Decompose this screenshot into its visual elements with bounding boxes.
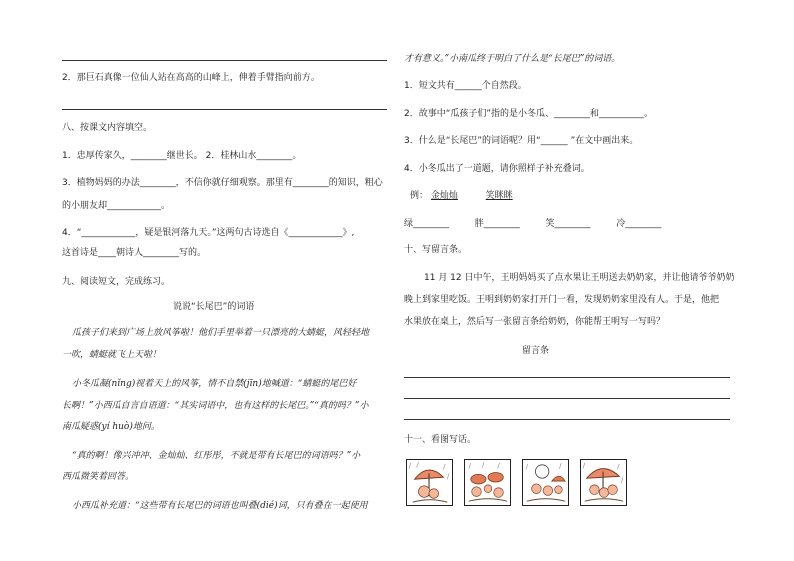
example-label: 例： (410, 191, 429, 201)
section-11-title: 十一、看图写话。 (404, 435, 477, 445)
paragraph-4-continued: 才有意义。”小南瓜终于明白了什么是“长尾巴”的词语。 (404, 54, 621, 64)
section-10-title: 十、写留言条。 (404, 245, 468, 255)
word-blank-2[interactable]: 胖________ (474, 219, 520, 229)
question-2: 2．那巨石真像一位仙人站在高高的山峰上，伸着手臂指向前方。 (62, 73, 320, 83)
story-line-2: 晚上到家里吃饭。王明到奶奶家打开门一看，发现奶奶家里没有人。于是，他把 (404, 295, 720, 305)
answer-line[interactable] (404, 377, 730, 378)
question-r3[interactable]: 3．什么是“长尾巴”的词语呢？用“______ ”在文中画出来。 (404, 136, 639, 146)
paragraph-2-line-2: 长啊！”小西瓜自言自语道：“其实词语中，也有这样的长尾巴。”“真的吗？”小 (62, 401, 369, 411)
fill-blank-4b[interactable]: 这首诗是____朝诗人________写的。 (62, 248, 207, 258)
paragraph-3-line-2: 西瓜微笑着回答。 (62, 472, 135, 482)
umbrella-group-icon (580, 459, 627, 506)
mushroom-shelter-icon (522, 459, 569, 506)
example-word-2: 笑眯眯 (485, 191, 513, 201)
note-title: 留言条 (522, 346, 550, 356)
paragraph-2-line-1: 小冬瓜凝(nǐng)视着天上的风筝，情不自禁(jīn)地喊道：“蜻蜓的尾巴好 (72, 379, 357, 389)
word-blank-3[interactable]: 笑________ (545, 219, 591, 229)
section-9-title: 九、阅读短文，完成练习。 (62, 277, 171, 287)
picture-strip (406, 459, 627, 506)
mushroom-rain-icon (464, 459, 511, 506)
fill-blank-3b[interactable]: 的小朋友却____________。 (62, 201, 171, 211)
example-row (410, 190, 513, 202)
question-r1[interactable]: 1．短文共有______个自然段。 (404, 81, 527, 91)
word-blank-4[interactable]: 冷________ (616, 219, 662, 229)
paragraph-3-line-1: “真的啊！像兴冲冲、金灿灿、红彤彤，不就是带有长尾巴的词语吗？”小 (72, 451, 361, 461)
paragraph-4-line-1: 小西瓜补充道：“这些带有长尾巴的词语也叫叠(dié)词，只有叠在一起使用 (72, 501, 368, 511)
question-r2[interactable]: 2．故事中“瓜孩子们”指的是小冬瓜、________和__________。 (404, 109, 654, 119)
answer-line[interactable] (62, 109, 387, 110)
reading-title: 说说“长尾巴”的词语 (173, 302, 255, 312)
fill-blank-1-2[interactable]: 1．忠厚传家久，________继世长。 2．桂林山水________。 (62, 151, 302, 161)
paragraph-1-line-1: 瓜孩子们来到广场上放风筝啦！他们手里举着一只漂亮的大蜻蜓，风轻轻地 (72, 328, 370, 338)
answer-line[interactable] (404, 419, 730, 420)
umbrella-rain-icon (406, 459, 453, 506)
fill-blank-3a[interactable]: 3．植物妈妈的办法________，不信你就仔细观察。那里有________的知识，粗心 (62, 178, 383, 188)
paragraph-2-line-3: 南瓜疑惑(yí huò)地问。 (62, 422, 160, 432)
example-word-1: 金灿灿 (430, 191, 458, 201)
story-line-1: 11 月 12 日中午，王明妈妈买了点水果让王明送去奶奶家，并让他请爷爷奶奶 (424, 273, 735, 283)
word-blank-1[interactable]: 绿________ (404, 219, 450, 229)
story-line-3: 水果放在桌上，然后写一张留言条给奶奶，你能帮王明写一写吗？ (404, 317, 666, 327)
fill-blank-4a[interactable]: 4．“____________，疑是银河落九天。”这两句古诗选自《____________》, (62, 228, 355, 238)
answer-line[interactable] (404, 398, 730, 399)
section-8-title: 八、按课文内容填空。 (62, 123, 153, 133)
answer-line[interactable] (62, 60, 387, 61)
word-row (404, 218, 661, 230)
paragraph-1-line-2: 一吹，蜻蜓就飞上天啦！ (62, 350, 162, 360)
question-r4: 4．小冬瓜出了一道题，请你照样子补充叠词。 (404, 164, 590, 174)
